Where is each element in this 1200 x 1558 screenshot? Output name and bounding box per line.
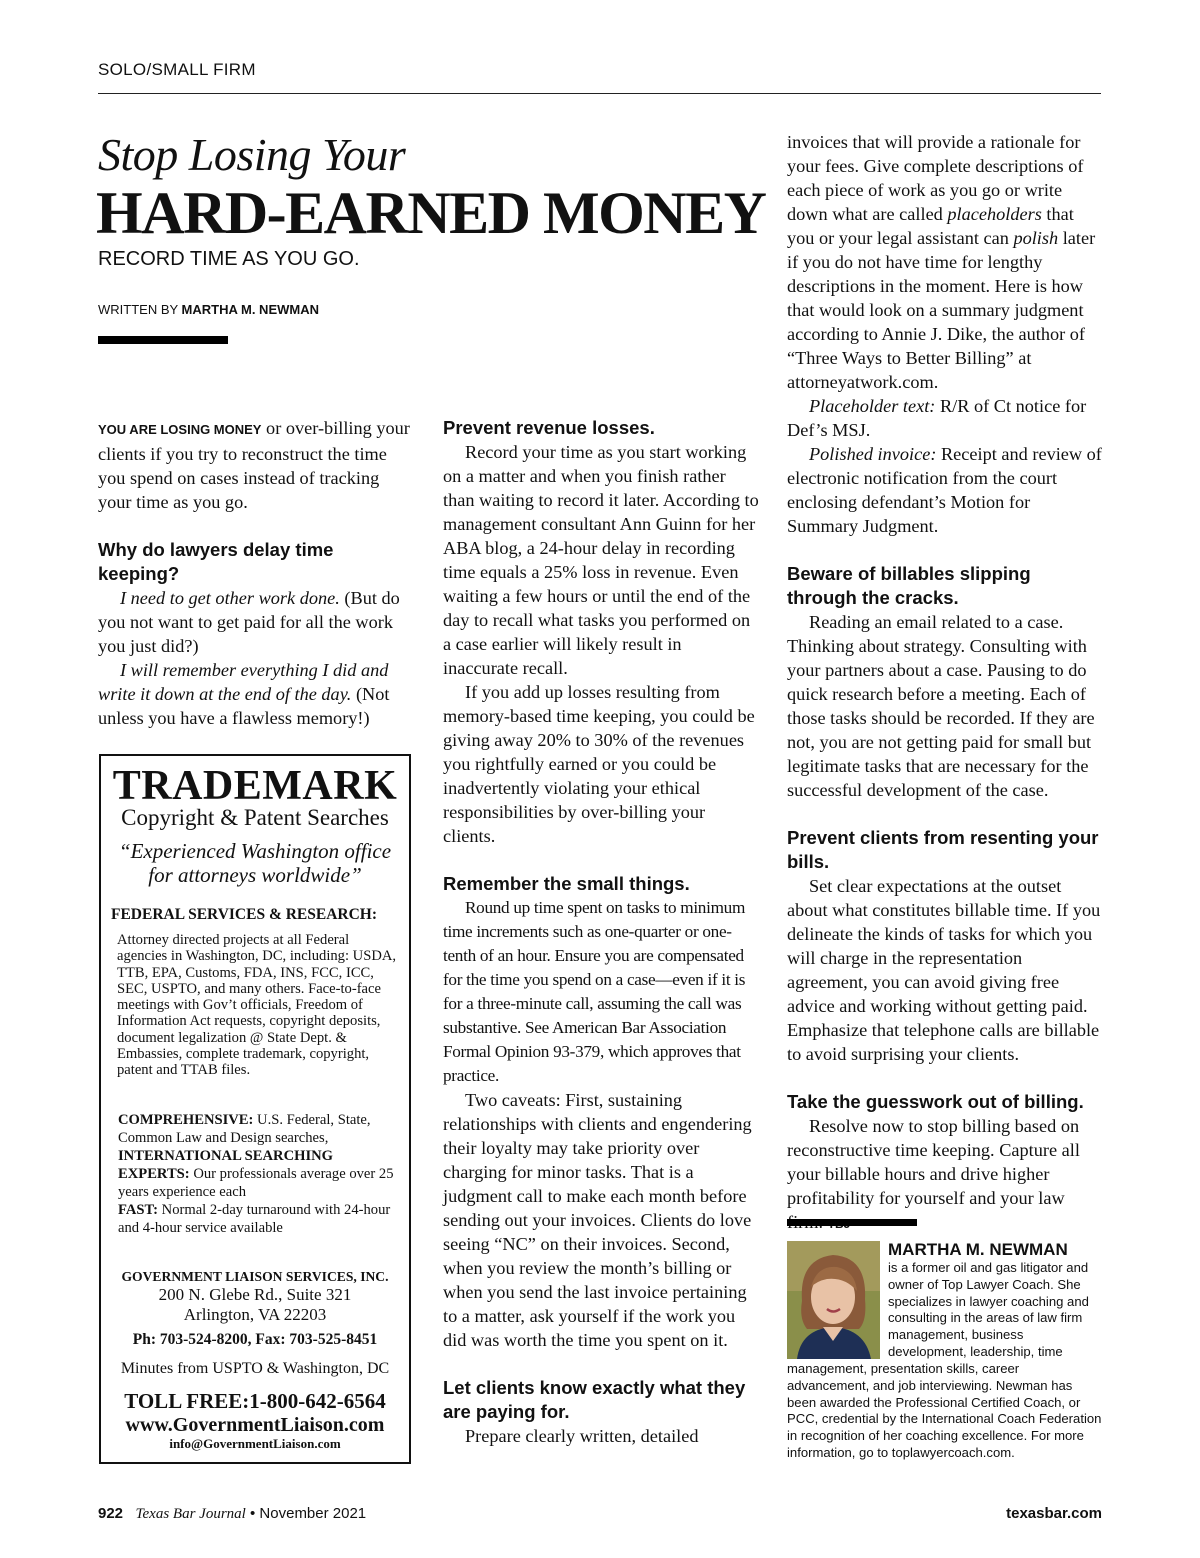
author-photo bbox=[787, 1241, 880, 1359]
article-column-2 bbox=[443, 416, 761, 1448]
footer-left: 922 Texas Bar Journal • November 2021 bbox=[98, 1505, 367, 1522]
section-label: SOLO/SMALL FIRM bbox=[98, 60, 256, 79]
author-bio: is a former oil and gas litigator and owner of Top Lawyer Coach. She specializes in lawyer coaching and consulting in the areas of law firm management, business development, leadership, time bbox=[888, 1260, 1089, 1359]
byline bbox=[98, 301, 319, 319]
subhead: RECORD TIME AS YOU GO. bbox=[98, 248, 360, 270]
article-column-3 bbox=[787, 130, 1105, 1236]
ad-address-line2: Arlington, VA 22203 bbox=[183, 1305, 327, 1324]
issue-date: November 2021 bbox=[259, 1505, 367, 1522]
placeholder-example: Placeholder text: R/R of Ct notice for Def’s MSJ. bbox=[787, 396, 1087, 440]
paragraph: Two caveats: First, sustaining relationships with clients and engendering their loyalty may take priority over charging for minor tasks. That is a judgment call to make each month before sending out your invoices. Clients do love seeing “NC” on their invoices. Second, when you review the month’s billing or when you send the last invoice pertaining to a matter, ask yourself if the work you did was worth the time you spent on it. bbox=[443, 1090, 752, 1350]
article-column-1 bbox=[98, 416, 416, 730]
author-bio-continued: management, presentation skills, career advancement, and job interviewing. Newman has been awarded the Professional Certified Coach, or PCC, credential by the International Coach Federation in recognition of her coaching excellence. For more information, go to toplawyercoach.com. bbox=[787, 1361, 1102, 1460]
subheading-why-delay: Why do lawyers delay time keeping? bbox=[98, 539, 334, 584]
paragraph: Round up time spent on tasks to minimum time increments such as one-quarter or one-tenth of an hour. Ensure you are compensated for the time you spend on a case—even if it is for a three-minute call, assuming the call was substantive. See American Bar Association Formal Opinion 93-379, which approves that practice. bbox=[443, 898, 746, 1085]
footer-site-link[interactable]: texasbar.com bbox=[1006, 1505, 1102, 1522]
paragraph: Resolve now to stop billing based on reconstructive time keeping. Capture all your billable hours and drive higher profitability for yourself and your law bbox=[787, 1114, 1105, 1236]
ad-address-line1: 200 N. Glebe Rd., Suite 321 bbox=[158, 1285, 352, 1304]
trademark-advertisement bbox=[99, 754, 411, 1464]
byline-author: MARTHA M. NEWMAN bbox=[181, 302, 319, 317]
paragraph: I will remember everything I did and write it down at the end of the day. (Not unless you have a flawless memory!) bbox=[98, 660, 390, 728]
subheading-prevent-resenting: Prevent clients from resenting your bills. bbox=[787, 827, 1099, 872]
ad-services: COMPREHENSIVE: U.S. Federal, State, Common Law and Design searches, INTERNATIONAL SEARCHING EXPERTS: Our professionals average over 25 years experience each FAST: Normal 2-day turnaround with 24-hour and 4-hour service available bbox=[118, 1112, 394, 1236]
paragraph: Reading an email related to a case. Thinking about strategy. Consulting with your partners about a case. Pausing to do quick research before a meeting. Each of those tasks should be recorded. If they are not, you are not getting paid for small but legitimate tasks that are necessary for the successful development of the case. bbox=[787, 612, 1095, 800]
byline-prefix: WRITTEN BY bbox=[98, 302, 182, 317]
title-accent-bar bbox=[98, 336, 228, 344]
ad-phone: Ph: 703-524-8200, Fax: 703-525-8451 bbox=[132, 1331, 378, 1348]
subheading-billables-slipping: Beware of billables slipping through the cracks. bbox=[787, 563, 1031, 608]
intro-paragraph: YOU ARE LOSING MONEY or over-billing your clients if you try to reconstruct the time you spend on cases instead of tracking your time as you go. bbox=[98, 418, 410, 512]
paragraph: invoices that will provide a rationale for your fees. Give complete descriptions of each piece of work as you go or write down what are called placeholders that you or your legal assistant can polish later if you do not have time for lengthy descriptions in the moment. Here is how that would look on a summary judgment according to Annie J. Dike, the author of “Three Ways to Better Billing” at attorneyatwork.com. bbox=[787, 132, 1096, 392]
author-accent-bar bbox=[787, 1219, 917, 1226]
author-portrait-image bbox=[787, 1241, 880, 1359]
paragraph: Set clear expectations at the outset about what constitutes billable time. If you delineate the kinds of tasks for which you will charge in the representation agreement, you can avoid giving free advice and working without getting paid. Emphasize that telephone calls are billable to avoid surprising your clients. bbox=[787, 876, 1101, 1064]
paragraph: Prepare clearly written, detailed bbox=[465, 1426, 699, 1446]
subheading-guesswork: Take the guesswork out of billing. bbox=[787, 1091, 1084, 1112]
paragraph: If you add up losses resulting from memory-based time keeping, you could be giving away 20% to 30% of the revenues you rightfully earned or you could be inadvertently violating your ethical responsibilities by over-billing your clients. bbox=[443, 682, 755, 846]
subheading-prevent-revenue-losses: Prevent revenue losses. bbox=[443, 417, 655, 438]
ad-federal-heading: FEDERAL SERVICES & RESEARCH: bbox=[111, 906, 378, 923]
title-kicker: Stop Losing Your bbox=[98, 129, 406, 180]
headline: HARD-EARNED MONEY bbox=[96, 180, 766, 246]
header-rule bbox=[98, 93, 1101, 94]
ad-quote: “Experienced Washington office for attorneys worldwide” bbox=[118, 839, 392, 887]
author-name: MARTHA M. NEWMAN bbox=[888, 1240, 1068, 1259]
ad-subtitle: Copyright & Patent Searches bbox=[121, 805, 389, 830]
lead-in: YOU ARE LOSING MONEY bbox=[98, 422, 262, 437]
ad-title: TRADEMARK bbox=[112, 763, 398, 809]
ad-company: GOVERNMENT LIAISON SERVICES, INC. bbox=[121, 1269, 389, 1284]
ad-federal-body: Attorney directed projects at all Federal agencies in Washington, DC, including: USDA, TTB, EPA, Customs, FDA, INS, FCC, ICC, SEC, USPTO, and many others. Face-to-face meetings with Gov’t officials, Freedom of Information Act requests, copyright deposits, document legalization @ State Dept. & Embassies, complete trademark, copyright, patent and TTAB files. bbox=[117, 932, 397, 1079]
subheading-let-clients-know: Let clients know exactly what they are paying for. bbox=[443, 1377, 746, 1422]
ad-toll-free: TOLL FREE:1-800-642-6564 bbox=[124, 1389, 386, 1413]
ad-location-note: Minutes from USPTO & Washington, DC bbox=[120, 1360, 390, 1377]
journal-name: Texas Bar Journal bbox=[135, 1506, 246, 1522]
ad-website-link[interactable]: www.GovernmentLiaison.com bbox=[125, 1414, 385, 1436]
polished-example: Polished invoice: Receipt and review of electronic notification from the court enclosing defendant’s Motion for Summary Judgment. bbox=[787, 444, 1102, 536]
page-number: 922 bbox=[98, 1505, 124, 1522]
paragraph: Record your time as you start working on a matter and when you finish rather than waiting to record it later. According to management consultant Ann Guinn for her ABA blog, a 24-hour delay in recording time equals a 25% loss in revenue. Even waiting a few hours or until the end of the day to recall what tasks you performed on a case earlier will likely result in inaccurate recall. bbox=[443, 442, 759, 678]
paragraph: I need to get other work done. (But do you not want to get paid for all the work you just did?) bbox=[98, 588, 400, 656]
subheading-small-things: Remember the small things. bbox=[443, 873, 690, 894]
ad-email-link[interactable]: info@GovernmentLiaison.com bbox=[169, 1436, 341, 1451]
